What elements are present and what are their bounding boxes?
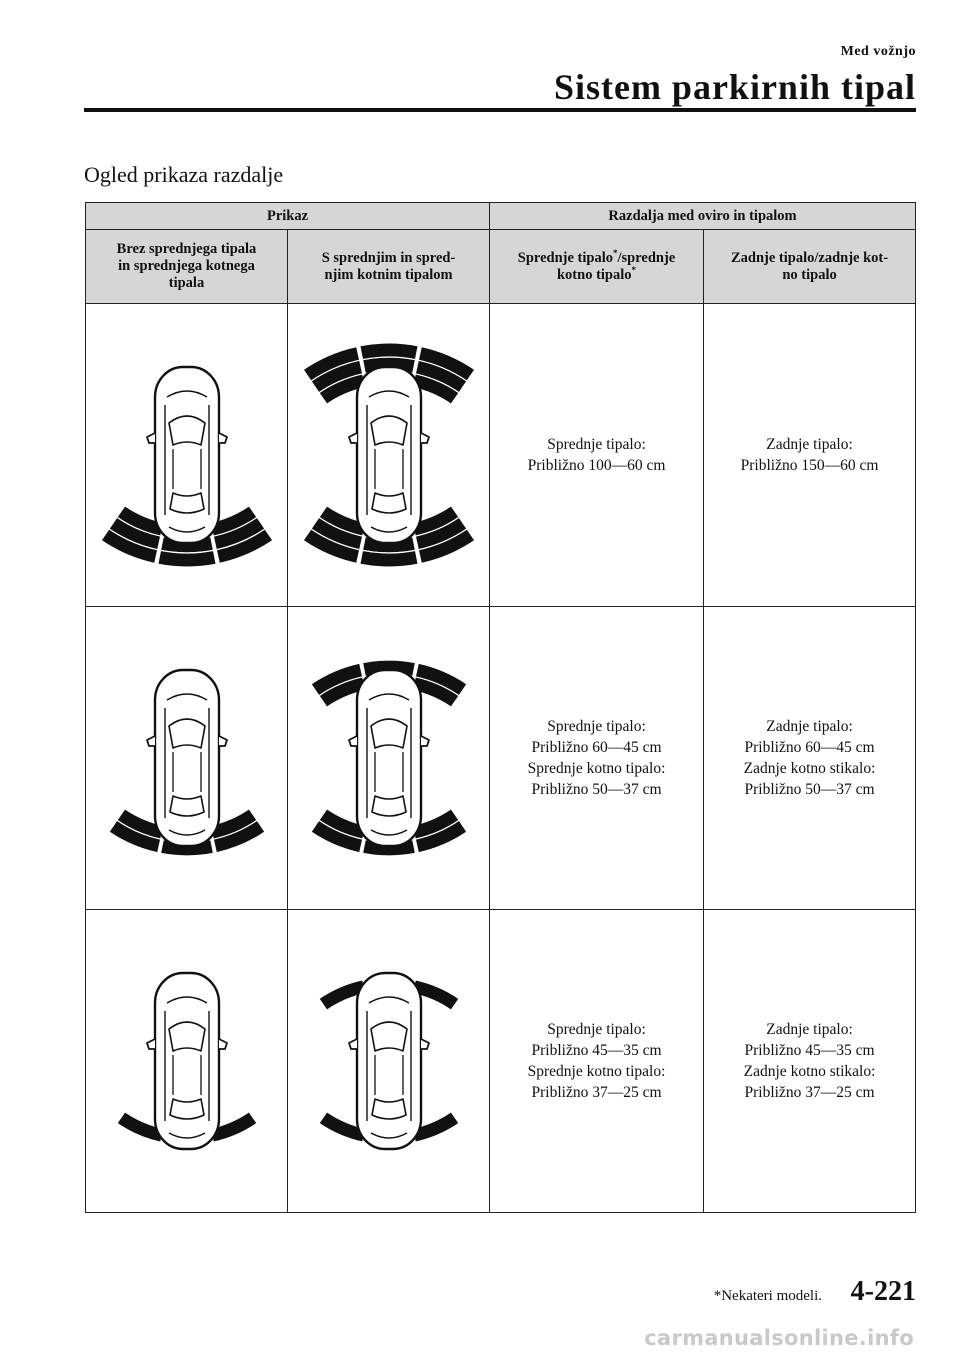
car-top-view-icon [87, 608, 287, 908]
page-title: Sistem parkirnih tipal [553, 67, 916, 107]
front-distance-cell: Sprednje tipalo: Približno 60—45 cm Sprednje kotno tipalo: Približno 50—37 cm [490, 607, 704, 910]
rear-distance-cell: Zadnje tipalo: Približno 60—45 cm Zadnje kotno stikalo: Približno 50—37 cm [704, 607, 916, 910]
display-rear-only-level3 [86, 304, 288, 607]
header-without-front: Brez sprednjega tipala in sprednjega kotnega tipala [86, 230, 288, 304]
footnote: *Nekateri modeli. [713, 1288, 822, 1304]
header-rear-sensor: Zadnje tipalo/zadnje kot- no tipalo [704, 230, 916, 304]
car-body [147, 367, 227, 543]
display-front-rear-level1 [288, 910, 490, 1213]
car-top-view-icon [289, 608, 489, 908]
car-top-view-icon [289, 305, 489, 605]
car-top-view-icon [87, 305, 287, 605]
header-distance: Razdalja med oviro in tipalom [490, 203, 916, 230]
car-top-view-icon [289, 911, 489, 1211]
table-row [86, 910, 916, 1213]
car-body [349, 973, 429, 1149]
header-with-front: S sprednjim in spred- njim kotnim tipalom [288, 230, 490, 304]
header-display: Prikaz [86, 203, 490, 230]
watermark: carmanualsonline.info [644, 1326, 914, 1350]
header-rule [84, 108, 916, 112]
rear-distance-cell: Zadnje tipalo: Približno 45—35 cm Zadnje kotno stikalo: Približno 37—25 cm [704, 910, 916, 1213]
section-title: Ogled prikaza razdalje [84, 162, 284, 187]
display-front-rear-level3 [288, 304, 490, 607]
display-rear-only-level1 [86, 910, 288, 1213]
chapter-label: Med vožnjo [840, 44, 916, 59]
rear-distance-cell: Zadnje tipalo: Približno 150—60 cm [704, 304, 916, 607]
table-row [86, 304, 916, 607]
car-body [349, 367, 429, 543]
car-body [349, 670, 429, 846]
header-front-sensor: Sprednje tipalo*/sprednje kotno tipalo* [490, 230, 704, 304]
display-front-rear-level2 [288, 607, 490, 910]
car-body [147, 670, 227, 846]
front-distance-cell: Sprednje tipalo: Približno 100—60 cm [490, 304, 704, 607]
distance-table [85, 202, 916, 1213]
car-body [147, 973, 227, 1149]
table-row [86, 607, 916, 910]
page-number: 4-221 [850, 1276, 916, 1307]
front-distance-cell: Sprednje tipalo: Približno 45—35 cm Sprednje kotno tipalo: Približno 37—25 cm [490, 910, 704, 1213]
car-top-view-icon [87, 911, 287, 1211]
display-rear-only-level2 [86, 607, 288, 910]
